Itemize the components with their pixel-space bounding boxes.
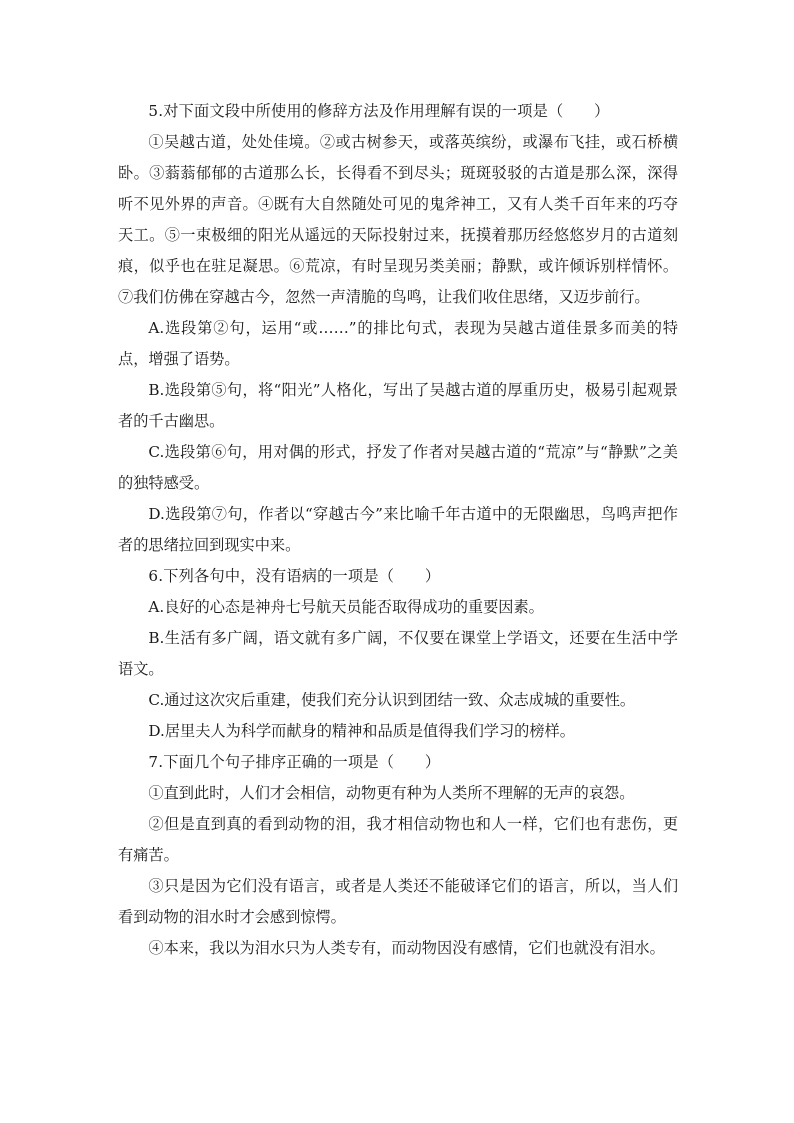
question-5-option-a: A.选段第②句，运用“或……”的排比句式，表现为吴越古道佳景多而美的特点，增强了语势。 — [118, 319, 678, 368]
question-6-option-d: D.居里夫人为科学而献身的精神和品质是值得我们学习的榜样。 — [148, 722, 575, 740]
question-5-stem: 5.对下面文段中所使用的修辞方法及作用理解有误的一项是（ ） — [148, 102, 610, 120]
question-7-sentence-2: ②但是直到真的看到动物的泪，我才相信动物也和人一样，它们也有悲伤，更有痛苦。 — [118, 815, 678, 864]
question-5-option-c: C.选段第⑥句，用对偶的形式，抒发了作者对吴越古道的“荒凉”与“静默”之美的独特感受。 — [118, 443, 678, 492]
page-content — [118, 96, 678, 964]
question-6-option-c: C.通过这次灾后重建，使我们充分认识到团结一致、众志成城的重要性。 — [148, 691, 636, 709]
question-7-sentence-4: ④本来，我以为泪水只为人类专有，而动物因没有感情，它们也就没有泪水。 — [148, 939, 665, 957]
question-6-stem: 6.下列各句中，没有语病的一项是（ ） — [148, 567, 441, 585]
question-5-option-b: B.选段第⑤句，将“阳光”人格化，写出了吴越古道的厚重历史，极易引起观景者的千古幽思。 — [118, 381, 678, 430]
question-7-stem: 7.下面几个句子排序正确的一项是（ ） — [148, 753, 441, 771]
question-5-option-d: D.选段第⑦句，作者以“穿越古今”来比喻千年古道中的无限幽思，鸟鸣声把作者的思绪拉回到现实中来。 — [118, 505, 678, 554]
question-7-sentence-3: ③只是因为它们没有语言，或者是人类还不能破译它们的语言，所以，当人们看到动物的泪水时才会感到惊愕。 — [118, 877, 678, 926]
question-7-sentence-1: ①直到此时，人们才会相信，动物更有种为人类所不理解的无声的哀怨。 — [148, 784, 635, 802]
question-6-option-b: B.生活有多广阔，语文就有多广阔，不仅要在课堂上学语文，还要在生活中学语文。 — [118, 629, 678, 678]
question-6-option-a: A.良好的心态是神舟七号航天员能否取得成功的重要因素。 — [148, 598, 544, 616]
question-5-passage: ①吴越古道，处处佳境。②或古树参天，或落英缤纷，或瀑布飞挂，或石桥横卧。③蓊蓊郁郁的古道那么长，长得看不到尽头；斑斑驳驳的古道是那么深，深得听不见外界的声音。④既有大自然随处可见的鬼斧神工，又有人类千百年来的巧夺天工。⑤一束极细的阳光从遥远的天际投射过来，抚摸着那历经悠悠岁月的古道刻痕，似乎也在驻足凝思。⑥荒凉，有时呈现另类美丽；静默，或许倾诉别样情怀。⑦我们仿佛在穿越古今，忽然一声清脆的鸟鸣，让我们收住思绪，又迈步前行。 — [118, 133, 678, 306]
